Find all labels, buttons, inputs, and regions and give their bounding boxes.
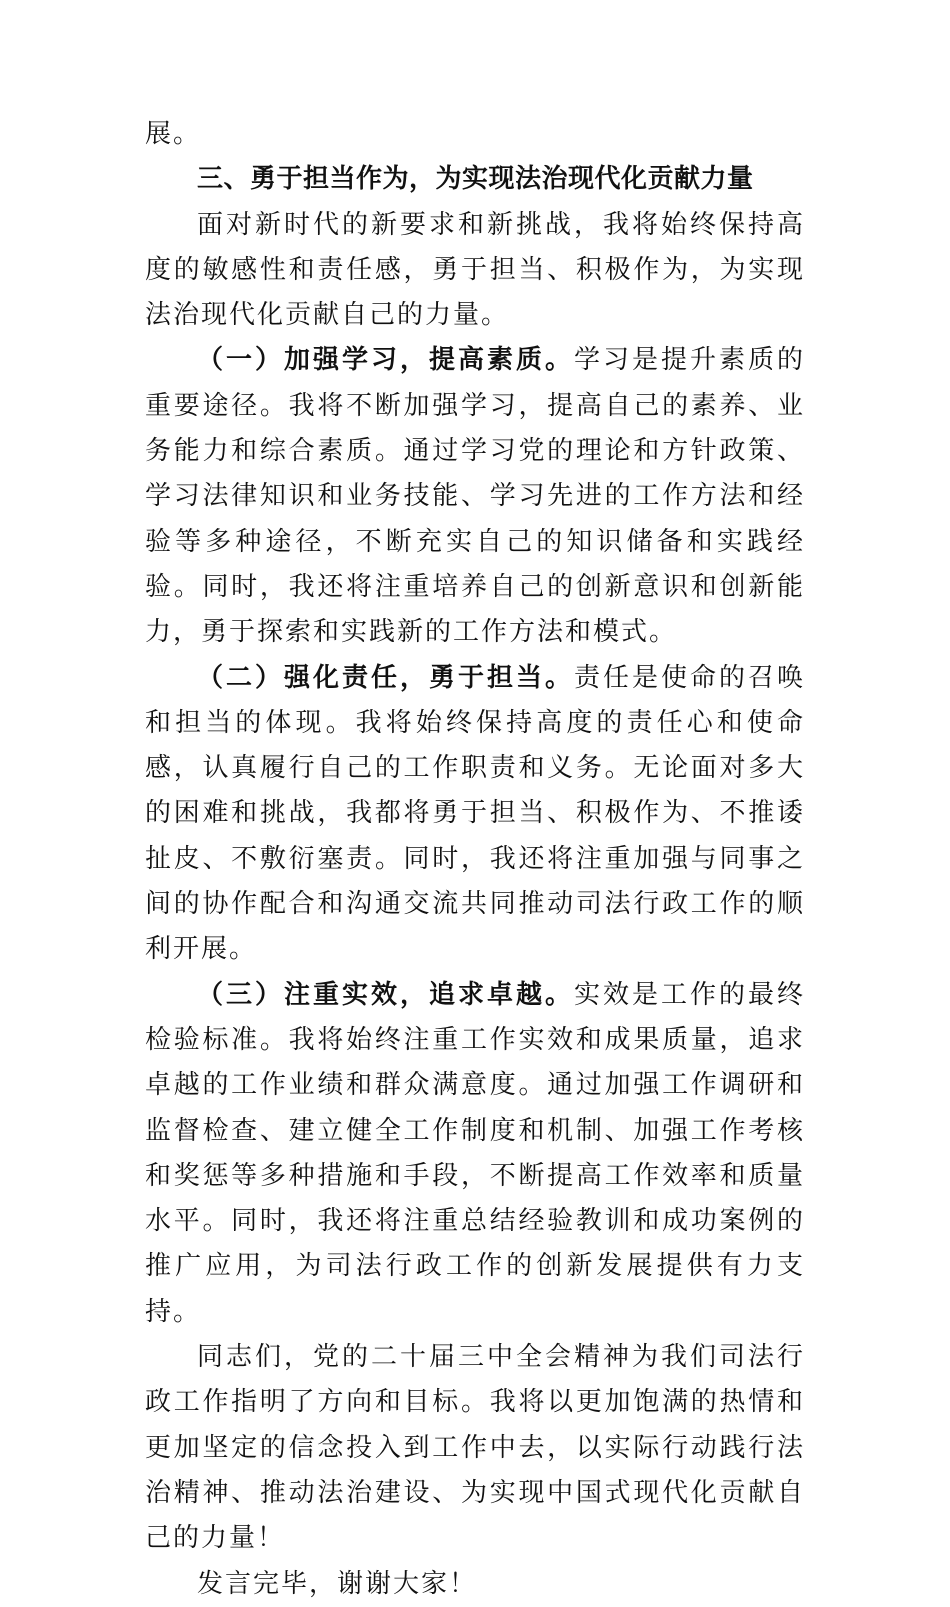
paragraph-study (145, 338, 805, 655)
paragraph-responsibility-body: 责任是使命的召唤和担当的体现。我将始终保持高度的责任心和使命感，认真履行自己的工作职责和义务。无论面对多大的困难和挑战，我都将勇于担当、积极作为、不推诿扯皮、不敷衍塞责。同时，我还将注重加强与同事之间的协作配合和沟通交流共同推动司法行政工作的顺利开展。 (145, 662, 805, 965)
paragraph-intro: 面对新时代的新要求和新挑战，我将始终保持高度的敏感性和责任感，勇于担当、积极作为，为实现法治现代化贡献自己的力量。 (145, 209, 805, 331)
paragraph-effectiveness-body: 实效是工作的最终检验标准。我将始终注重工作实效和成果质量，追求卓越的工作业绩和群众满意度。通过加强工作调研和监督检查、建立健全工作制度和机制、加强工作考核和奖惩等多种措施和手段，不断提高工作效率和质量水平。同时，我还将注重总结经验教训和成功案例的推广应用，为司法行政工作的创新发展提供有力支持。 (145, 979, 805, 1327)
paragraph-responsibility-lead: （二）强化责任，勇于担当。 (197, 662, 574, 693)
paragraph-responsibility (145, 656, 805, 973)
paragraph-study-body: 学习是提升素质的重要途径。我将不断加强学习，提高自己的素养、业务能力和综合素质。通过学习党的理论和方针政策、学习法律知识和业务技能、学习先进的工作方法和经验等多种途径，不断充实自己的知识储备和实践经验。同时，我还将注重培养自己的创新意识和创新能力，勇于探索和实践新的工作方法和模式。 (145, 345, 805, 648)
document-body (145, 112, 805, 1607)
paragraph-conclusion: 同志们，党的二十届三中全会精神为我们司法行政工作指明了方向和目标。我将以更加饱满的热情和更加坚定的信念投入到工作中去，以实际行动践行法治精神、推动法治建设、为实现中国式现代化贡献自己的力量！ (145, 1342, 805, 1554)
paragraph-study-lead: （一）加强学习，提高素质。 (197, 345, 574, 376)
paragraph-effectiveness-lead: （三）注重实效，追求卓越。 (197, 979, 574, 1010)
paragraph-continuation: 展。 (145, 119, 202, 149)
paragraph-effectiveness (145, 973, 805, 1335)
section-heading: 三、勇于担当作为，为实现法治现代化贡献力量 (197, 164, 754, 195)
paragraph-closing: 发言完毕，谢谢大家！ (197, 1568, 478, 1599)
